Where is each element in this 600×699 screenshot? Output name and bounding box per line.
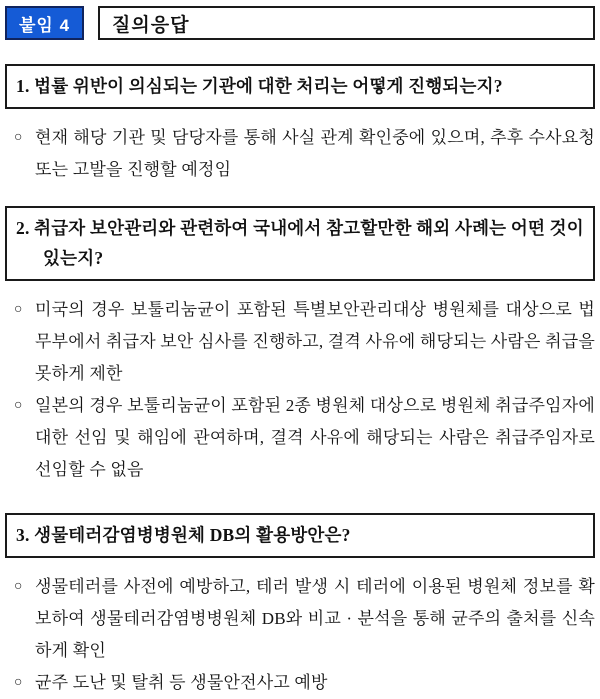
answer-item	[5, 571, 595, 667]
answer-item	[5, 122, 595, 186]
question-text: 1. 법률 위반이 의심되는 기관에 대한 처리는 어떻게 진행되는지?	[16, 76, 503, 96]
answer-list	[5, 122, 595, 186]
circle-bullet-icon: ○	[14, 579, 23, 594]
question-box-1	[5, 64, 595, 109]
circle-bullet-icon: ○	[14, 398, 23, 413]
answer-list	[5, 571, 595, 699]
answer-list	[5, 294, 595, 486]
document-header	[5, 6, 595, 40]
qa-section-3	[5, 513, 595, 699]
qa-section-1	[5, 64, 595, 186]
answer-text: 일본의 경우 보툴리눔균이 포함된 2종 병원체 대상으로 병원체 취급주임자에 대한 선임 및 해임에 관여하며, 결격 사유에 해당되는 사람은 취급주임자로 선임할 수 없음	[35, 396, 595, 479]
question-box-3	[5, 513, 595, 558]
question-text: 3. 생물테러감염병병원체 DB의 활용방안은?	[16, 525, 351, 545]
circle-bullet-icon: ○	[14, 675, 23, 690]
circle-bullet-icon: ○	[14, 130, 23, 145]
page-title: 질의응답	[98, 6, 595, 40]
answer-item	[5, 294, 595, 390]
answer-text: 미국의 경우 보툴리눔균이 포함된 특별보안관리대상 병원체를 대상으로 법무부에서 취급자 보안 심사를 진행하고, 결격 사유에 해당되는 사람은 취급을 못하게 제한	[35, 300, 595, 383]
answer-text: 생물테러를 사전에 예방하고, 테러 발생 시 테러에 이용된 병원체 정보를 확보하여 생물테러감염병병원체 DB와 비교 · 분석을 통해 균주의 출처를 신속하게 확인	[35, 577, 595, 660]
answer-item	[5, 667, 595, 699]
qa-section-2	[5, 206, 595, 486]
circle-bullet-icon: ○	[14, 302, 23, 317]
attachment-badge: 붙임 4	[5, 6, 84, 40]
question-box-2	[5, 206, 595, 281]
question-text: 2. 취급자 보안관리와 관련하여 국내에서 참고할만한 해외 사례는 어떤 것이 있는지?	[16, 218, 584, 268]
answer-text: 현재 해당 기관 및 담당자를 통해 사실 관계 확인중에 있으며, 추후 수사요청 또는 고발을 진행할 예정임	[35, 128, 595, 179]
answer-text: 균주 도난 및 탈취 등 생물안전사고 예방	[35, 673, 328, 692]
answer-item	[5, 390, 595, 486]
